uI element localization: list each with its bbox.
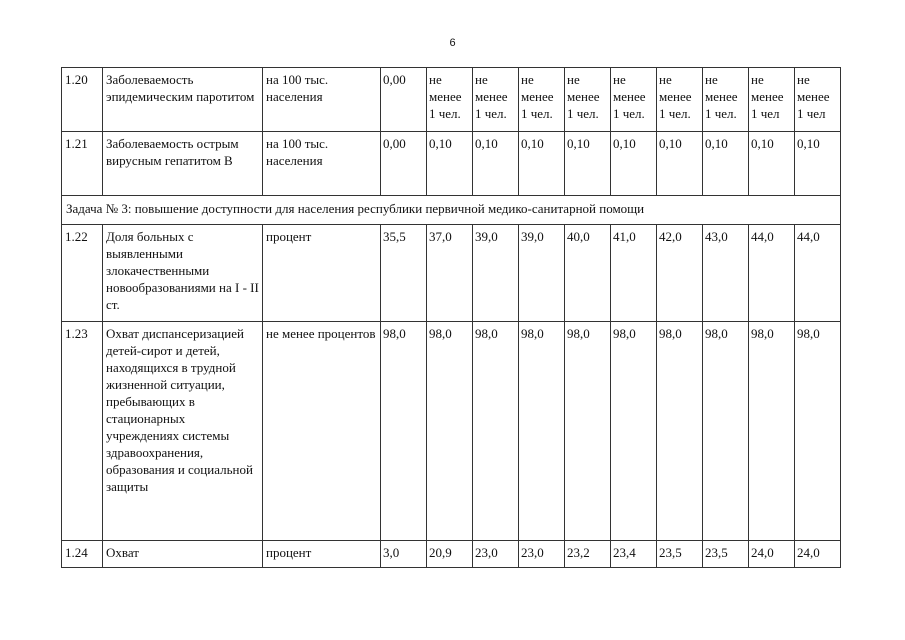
indicator-name: Охват bbox=[103, 541, 263, 568]
table-body bbox=[62, 68, 841, 568]
value-cell: 39,0 bbox=[519, 225, 565, 322]
value-cell: 23,0 bbox=[519, 541, 565, 568]
indicator-name: Охват диспансеризацией детей-сирот и детей, находящихся в трудной жизненной ситуации, пребывающих в стационарных учреждениях системы здравоохранения, образования и социальной защиты bbox=[103, 322, 263, 541]
value-cell: 23,0 bbox=[473, 541, 519, 568]
value-cell: 20,9 bbox=[427, 541, 473, 568]
value-cell: не менее 1 чел. bbox=[703, 68, 749, 132]
value-cell: 23,5 bbox=[657, 541, 703, 568]
value-cell: 98,0 bbox=[657, 322, 703, 541]
value-cell: 40,0 bbox=[565, 225, 611, 322]
value-cell: 35,5 bbox=[381, 225, 427, 322]
value-cell: 37,0 bbox=[427, 225, 473, 322]
value-cell: 44,0 bbox=[795, 225, 841, 322]
value-cell: не менее 1 чел. bbox=[519, 68, 565, 132]
value-cell: не менее 1 чел. bbox=[657, 68, 703, 132]
value-cell: 24,0 bbox=[795, 541, 841, 568]
value-cell: 3,0 bbox=[381, 541, 427, 568]
indicator-name: Заболеваемость острым вирусным гепатитом В bbox=[103, 132, 263, 196]
value-cell: 0,00 bbox=[381, 68, 427, 132]
value-cell: 0,10 bbox=[473, 132, 519, 196]
value-cell: не менее 1 чел. bbox=[565, 68, 611, 132]
value-cell: 0,10 bbox=[611, 132, 657, 196]
table-row bbox=[62, 541, 841, 568]
value-cell: 23,2 bbox=[565, 541, 611, 568]
table-row bbox=[62, 322, 841, 541]
value-cell: 23,4 bbox=[611, 541, 657, 568]
section-row bbox=[62, 196, 841, 225]
value-cell: 98,0 bbox=[749, 322, 795, 541]
row-number: 1.22 bbox=[62, 225, 103, 322]
unit-cell: на 100 тыс. населения bbox=[263, 68, 381, 132]
row-number: 1.21 bbox=[62, 132, 103, 196]
value-cell: 23,5 bbox=[703, 541, 749, 568]
unit-cell: процент bbox=[263, 541, 381, 568]
value-cell: 0,10 bbox=[703, 132, 749, 196]
unit-cell: не менее процентов bbox=[263, 322, 381, 541]
value-cell: 98,0 bbox=[381, 322, 427, 541]
table-row bbox=[62, 225, 841, 322]
indicator-name: Доля больных с выявленными злокачественными новообразованиями на I - II ст. bbox=[103, 225, 263, 322]
value-cell: 0,10 bbox=[749, 132, 795, 196]
unit-cell: процент bbox=[263, 225, 381, 322]
value-cell: 43,0 bbox=[703, 225, 749, 322]
value-cell: 98,0 bbox=[795, 322, 841, 541]
value-cell: не менее 1 чел. bbox=[473, 68, 519, 132]
value-cell: не менее 1 чел bbox=[749, 68, 795, 132]
value-cell: 42,0 bbox=[657, 225, 703, 322]
row-number: 1.24 bbox=[62, 541, 103, 568]
value-cell: 39,0 bbox=[473, 225, 519, 322]
value-cell: 0,10 bbox=[427, 132, 473, 196]
page-number: 6 bbox=[449, 37, 456, 49]
value-cell: 98,0 bbox=[473, 322, 519, 541]
indicators-table bbox=[61, 67, 841, 568]
value-cell: 0,00 bbox=[381, 132, 427, 196]
value-cell: 98,0 bbox=[427, 322, 473, 541]
unit-cell: на 100 тыс. населения bbox=[263, 132, 381, 196]
value-cell: 24,0 bbox=[749, 541, 795, 568]
indicator-name: Заболеваемость эпидемическим паротитом bbox=[103, 68, 263, 132]
value-cell: не менее 1 чел bbox=[795, 68, 841, 132]
value-cell: 0,10 bbox=[657, 132, 703, 196]
value-cell: 98,0 bbox=[611, 322, 657, 541]
value-cell: 41,0 bbox=[611, 225, 657, 322]
table-row bbox=[62, 132, 841, 196]
table-row bbox=[62, 68, 841, 132]
value-cell: 98,0 bbox=[565, 322, 611, 541]
value-cell: 0,10 bbox=[565, 132, 611, 196]
value-cell: не менее 1 чел. bbox=[611, 68, 657, 132]
value-cell: 98,0 bbox=[703, 322, 749, 541]
value-cell: 98,0 bbox=[519, 322, 565, 541]
section-title: Задача № 3: повышение доступности для населения республики первичной медико-санитарной помощи bbox=[62, 196, 841, 225]
value-cell: 0,10 bbox=[519, 132, 565, 196]
value-cell: не менее 1 чел. bbox=[427, 68, 473, 132]
row-number: 1.20 bbox=[62, 68, 103, 132]
value-cell: 44,0 bbox=[749, 225, 795, 322]
row-number: 1.23 bbox=[62, 322, 103, 541]
value-cell: 0,10 bbox=[795, 132, 841, 196]
